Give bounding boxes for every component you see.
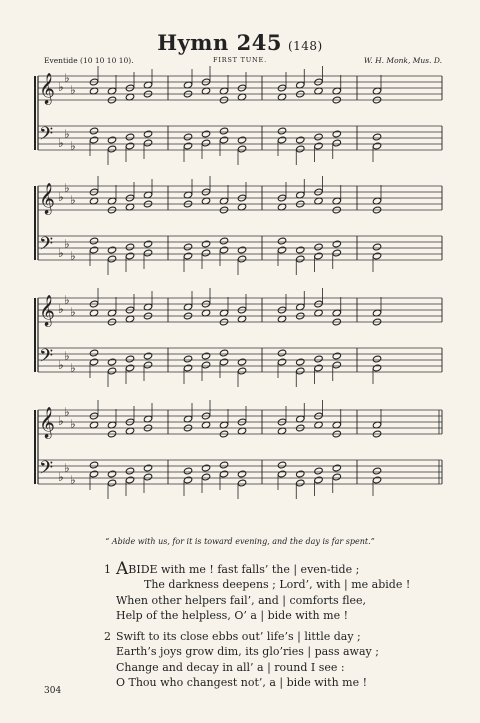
note-head: [201, 464, 210, 472]
note-head: [183, 476, 192, 484]
flat-icon: ♭: [70, 83, 76, 97]
note-head: [314, 355, 323, 363]
note-head: [201, 139, 210, 147]
note-head: [143, 240, 152, 248]
note-head: [89, 461, 98, 469]
note-head: [107, 145, 116, 153]
note-head: [107, 136, 116, 144]
tune-label: FIRST TUNE.: [213, 56, 267, 64]
note-head: [183, 467, 192, 475]
verse-line: Earth’s joys grow dim, its glo’ries | pass away ;: [116, 645, 379, 659]
note-head: [107, 358, 116, 366]
verse-line: Swift to its close ebbs out’ life’s | little day ;: [116, 630, 361, 643]
note-head: [143, 361, 152, 369]
note-head: [332, 130, 341, 138]
flat-icon: ♭: [64, 127, 70, 141]
note-head: [201, 240, 210, 248]
flat-icon: ♭: [64, 181, 70, 195]
verse-line: Change and decay in all’ a | round I see :: [116, 660, 345, 674]
note-head: [219, 461, 228, 469]
note-head: [183, 364, 192, 372]
note-head: [296, 246, 305, 254]
verse-line: O Thou who changest not’, a | bide with me !: [116, 675, 368, 689]
flat-icon: ♭: [58, 358, 64, 372]
verse-line: ABIDE with me ! fast falls’ the | even-tide ;: [116, 559, 360, 579]
note-head: [125, 252, 134, 260]
flat-icon: ♭: [58, 246, 64, 260]
note-head: [237, 145, 246, 153]
flat-icon: ♭: [70, 305, 76, 319]
note-head: [314, 243, 323, 251]
note-head: [314, 364, 323, 372]
note-head: [183, 142, 192, 150]
bass-clef: 𝄢: [39, 458, 54, 483]
note-head: [219, 127, 228, 135]
flat-icon: ♭: [70, 249, 76, 263]
hymn-heading: Hymn 245: [157, 30, 282, 55]
note-head: [372, 252, 381, 260]
note-head: [332, 249, 341, 257]
note-head: [332, 464, 341, 472]
note-head: [372, 243, 381, 251]
note-head: [201, 473, 210, 481]
note-head: [332, 361, 341, 369]
note-head: [107, 246, 116, 254]
note-head: [107, 367, 116, 375]
note-head: [143, 352, 152, 360]
verse-number: 1: [104, 563, 111, 576]
note-head: [125, 243, 134, 251]
note-head: [237, 479, 246, 487]
flat-icon: ♭: [70, 193, 76, 207]
verse-number: 2: [104, 630, 111, 643]
note-head: [219, 246, 228, 254]
note-head: [183, 355, 192, 363]
note-head: [143, 464, 152, 472]
note-head: [125, 364, 134, 372]
note-head: [296, 358, 305, 366]
note-head: [277, 246, 286, 254]
note-head: [237, 136, 246, 144]
note-head: [201, 361, 210, 369]
drop-cap: A: [116, 559, 129, 579]
flat-icon: ♭: [58, 302, 64, 316]
flat-icon: ♭: [58, 414, 64, 428]
note-head: [277, 470, 286, 478]
hymn-alt-number: (148): [287, 39, 323, 53]
note-head: [332, 139, 341, 147]
note-head: [107, 255, 116, 263]
flat-icon: ♭: [58, 80, 64, 94]
note-head: [219, 349, 228, 357]
note-head: [372, 355, 381, 363]
note-head: [143, 249, 152, 257]
flat-icon: ♭: [64, 405, 70, 419]
note-head: [372, 467, 381, 475]
note-head: [143, 130, 152, 138]
treble-clef: 𝄞: [39, 183, 55, 214]
note-head: [125, 476, 134, 484]
note-head: [296, 470, 305, 478]
page-number: 304: [44, 686, 62, 696]
flat-icon: ♭: [58, 190, 64, 204]
note-head: [89, 358, 98, 366]
note-head: [277, 237, 286, 245]
flat-icon: ♭: [58, 136, 64, 150]
note-head: [237, 246, 246, 254]
note-head: [219, 237, 228, 245]
note-head: [183, 133, 192, 141]
note-head: [277, 461, 286, 469]
composer: W. H. Monk, Mus. D.: [363, 56, 442, 65]
note-head: [89, 349, 98, 357]
note-head: [183, 243, 192, 251]
epigraph: “ Abide with us, for it is toward evening, and the day is far spent.”: [105, 537, 375, 546]
note-head: [201, 352, 210, 360]
note-head: [89, 237, 98, 245]
note-head: [332, 352, 341, 360]
note-head: [296, 136, 305, 144]
flat-icon: ♭: [70, 139, 76, 153]
note-head: [314, 476, 323, 484]
note-head: [143, 473, 152, 481]
note-head: [296, 479, 305, 487]
note-head: [89, 136, 98, 144]
note-head: [237, 470, 246, 478]
note-head: [201, 130, 210, 138]
note-head: [372, 133, 381, 141]
note-head: [277, 127, 286, 135]
note-head: [314, 252, 323, 260]
note-head: [237, 255, 246, 263]
note-head: [296, 255, 305, 263]
verse-line: When other helpers fail’, and | comforts flee,: [116, 593, 367, 607]
note-head: [89, 246, 98, 254]
bass-clef: 𝄢: [39, 234, 54, 259]
note-head: [277, 358, 286, 366]
note-head: [277, 136, 286, 144]
note-head: [89, 470, 98, 478]
flat-icon: ♭: [70, 417, 76, 431]
note-head: [107, 479, 116, 487]
note-head: [372, 364, 381, 372]
flat-icon: ♭: [70, 361, 76, 375]
note-head: [314, 467, 323, 475]
flat-icon: ♭: [64, 237, 70, 251]
note-head: [107, 470, 116, 478]
flat-icon: ♭: [64, 71, 70, 85]
verse-line: The darkness deepens ; Lord’, with | me abide !: [144, 578, 411, 592]
note-head: [296, 367, 305, 375]
flat-icon: ♭: [70, 473, 76, 487]
note-head: [219, 358, 228, 366]
bass-clef: 𝄢: [39, 346, 54, 371]
treble-clef: 𝄞: [39, 73, 55, 104]
note-head: [125, 133, 134, 141]
flat-icon: ♭: [64, 461, 70, 475]
bass-clef: 𝄢: [39, 124, 54, 149]
note-head: [183, 252, 192, 260]
note-head: [277, 349, 286, 357]
note-head: [237, 358, 246, 366]
note-head: [372, 476, 381, 484]
treble-clef: 𝄞: [39, 407, 55, 438]
flat-icon: ♭: [64, 293, 70, 307]
flat-icon: ♭: [58, 470, 64, 484]
note-head: [237, 367, 246, 375]
note-head: [332, 473, 341, 481]
tune-name: Eventide (10 10 10 10).: [44, 56, 134, 65]
note-head: [372, 142, 381, 150]
flat-icon: ♭: [64, 349, 70, 363]
note-head: [125, 467, 134, 475]
note-head: [314, 142, 323, 150]
treble-clef: 𝄞: [39, 295, 55, 326]
note-head: [125, 142, 134, 150]
verse-line: Help of the helpless, O’ a | bide with me !: [116, 608, 348, 622]
note-head: [89, 127, 98, 135]
note-head: [143, 139, 152, 147]
note-head: [332, 240, 341, 248]
note-head: [219, 470, 228, 478]
verse-2: [104, 629, 379, 690]
note-head: [219, 136, 228, 144]
verse-1: [104, 559, 411, 623]
note-head: [201, 249, 210, 257]
note-head: [296, 145, 305, 153]
note-head: [314, 133, 323, 141]
note-head: [125, 355, 134, 363]
